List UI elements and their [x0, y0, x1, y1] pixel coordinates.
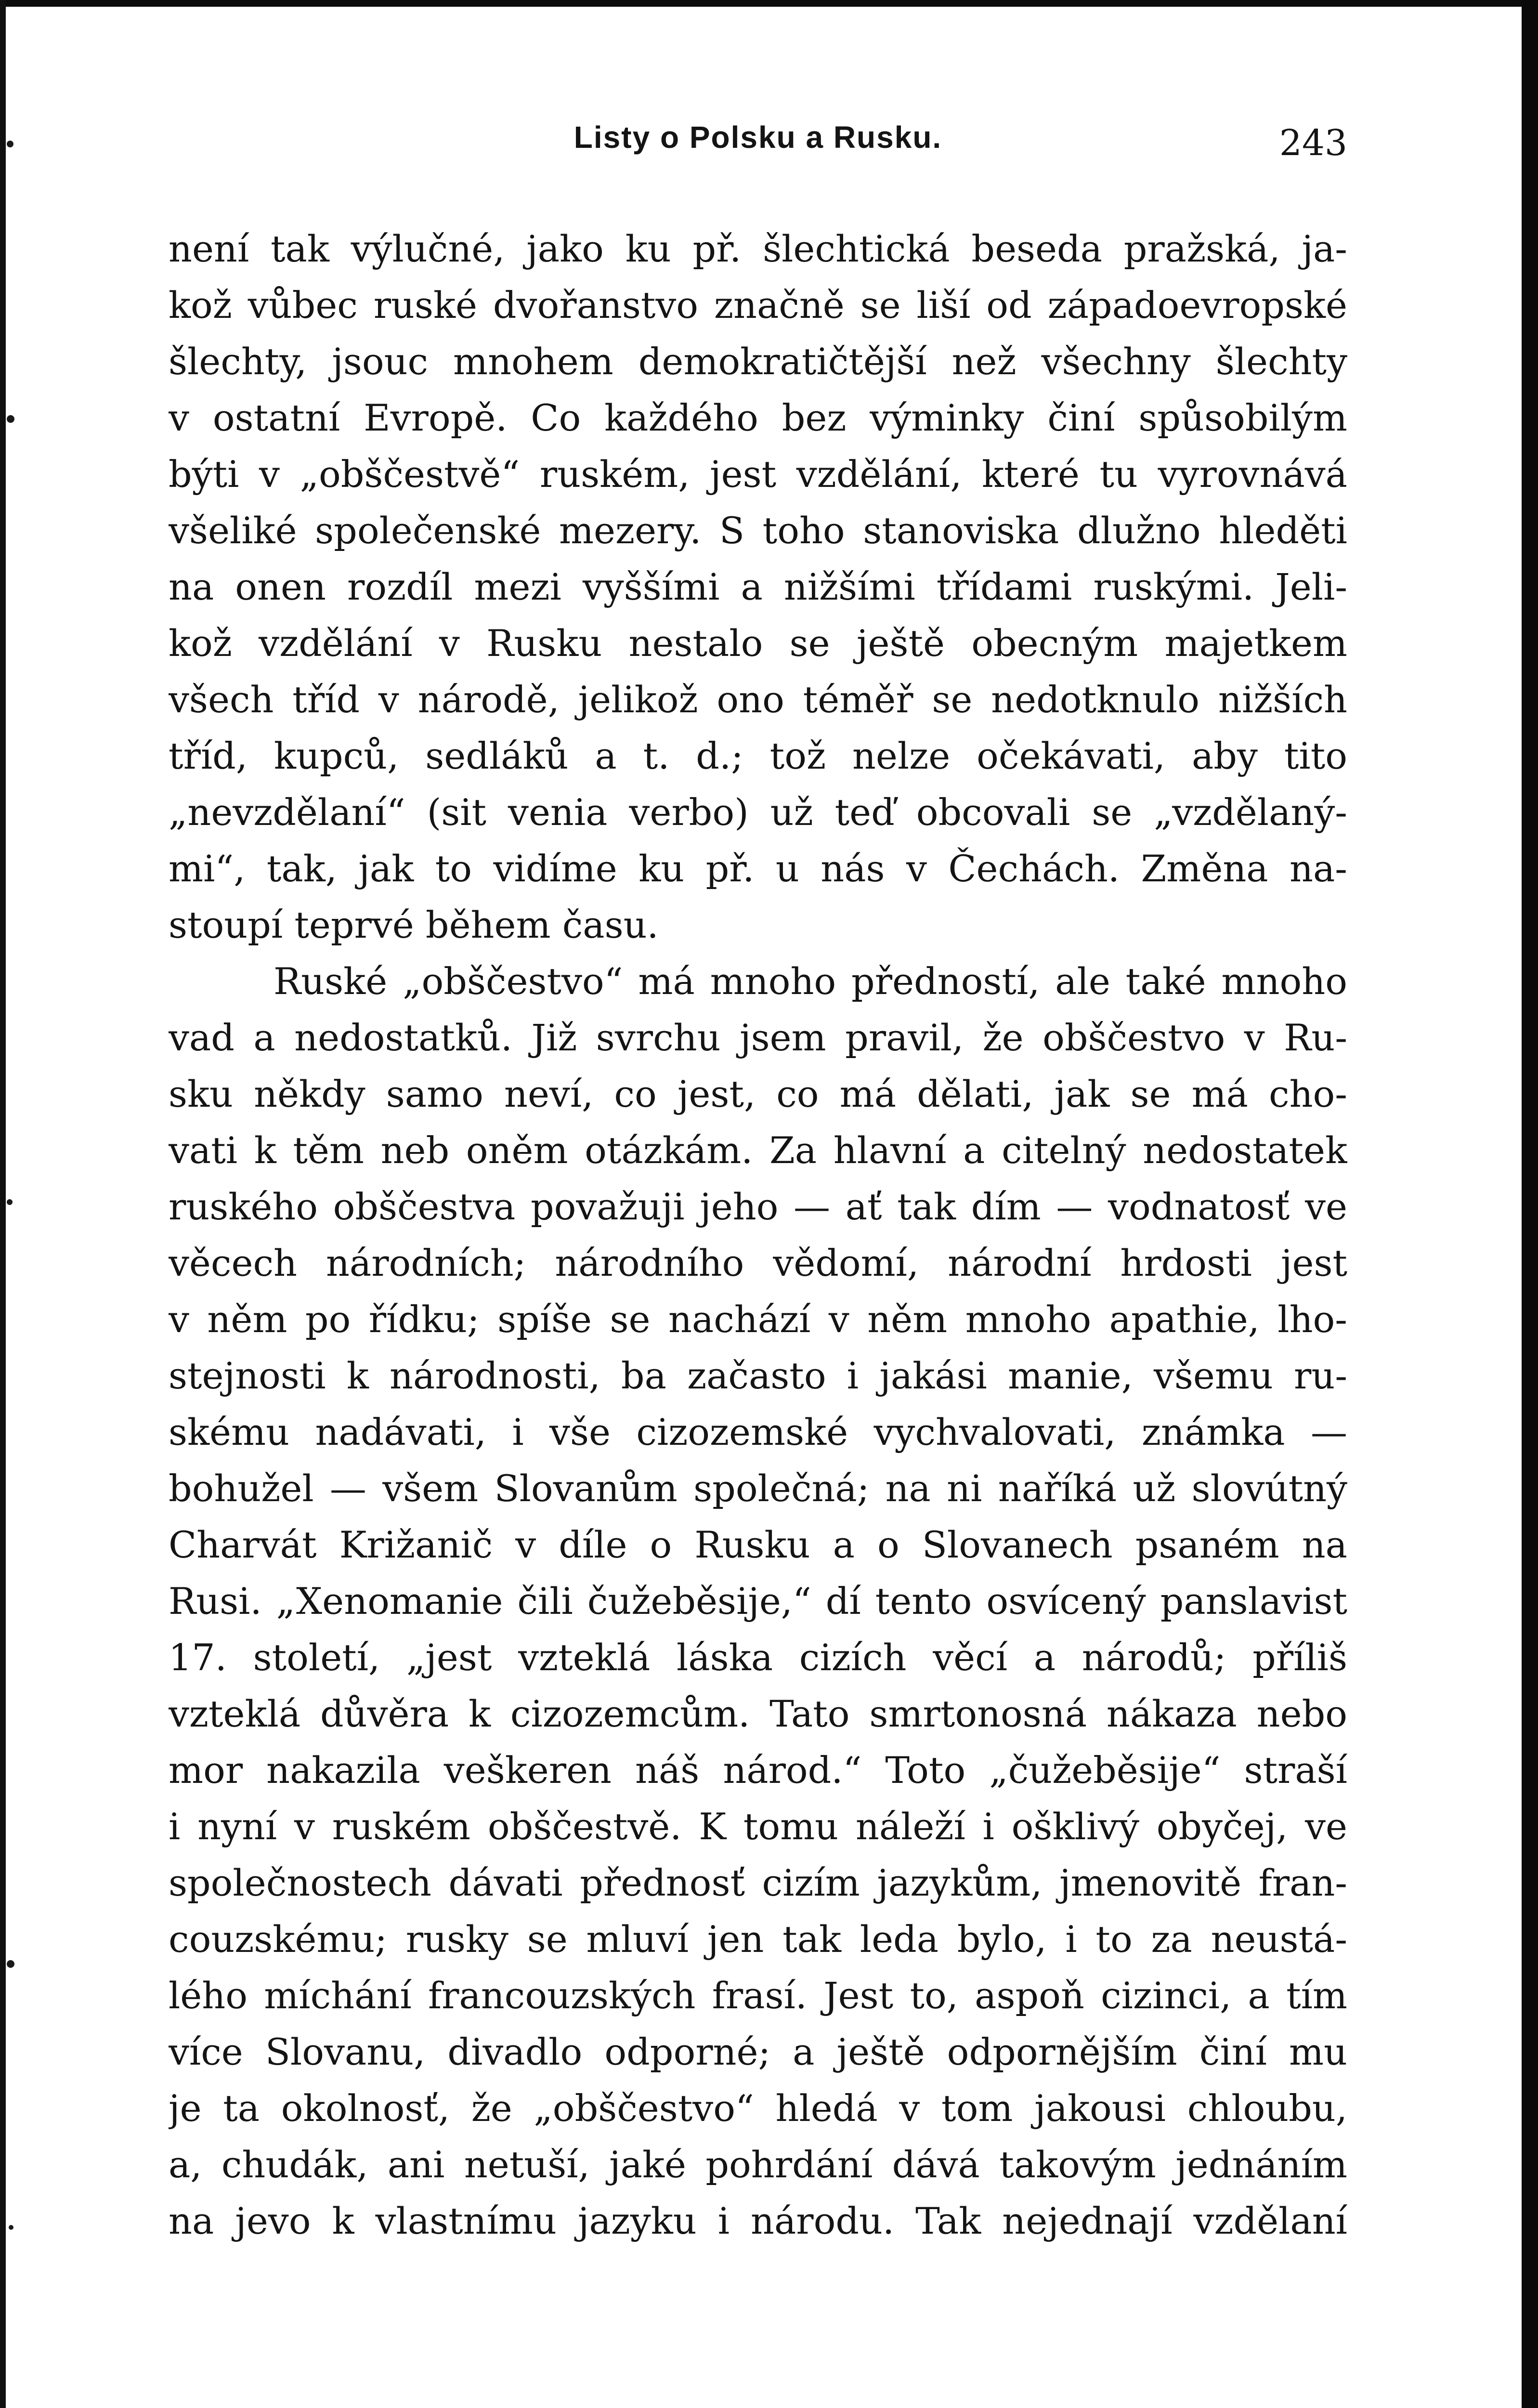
text-line: vati k těm neb oněm otázkám. Za hlavní a citelný nedostatek	[169, 1129, 1347, 1172]
text-line: mor nakazila veškeren náš národ.“ Toto „čužeběsije“ straší	[169, 1749, 1347, 1792]
paragraph-start-line: Ruské „obščestvo“ má mnoho předností, ale také mnoho	[274, 960, 1347, 1003]
gutter-dot	[7, 141, 13, 147]
page-header	[169, 119, 1347, 168]
text-line: vad a nedostatků. Již svrchu jsem pravil, že obščestvo v Ru-	[169, 1016, 1347, 1059]
text-line: kož vzdělání v Rusku nestalo se ještě obecným majetkem	[169, 622, 1347, 665]
text-line: mi“, tak, jak to vidíme ku př. u nás v Čechách. Změna na-	[169, 847, 1347, 890]
running-head: Listy o Polsku a Rusku.	[573, 120, 942, 155]
text-line: i nyní v ruském obščestvě. K tomu náleží i ošklivý obyčej, ve	[169, 1805, 1347, 1848]
page-edge-left	[0, 0, 6, 2408]
text-line: skému nadávati, i vše cizozemské vychvalovati, známka —	[169, 1411, 1347, 1453]
text-line: ruského obščestva považuji jeho — ať tak dím — vodnatosť ve	[169, 1185, 1347, 1228]
page-edge-top	[0, 0, 1538, 7]
text-line: v něm po řídku; spíše se nachází v něm mnoho apathie, lho-	[169, 1298, 1347, 1341]
gutter-dot	[7, 415, 14, 423]
page-number: 243	[1279, 122, 1347, 164]
gutter-dot	[9, 2225, 13, 2230]
text-line: stejnosti k národnosti, ba začasto i jakási manie, všemu ru-	[169, 1354, 1347, 1397]
text-line: kož vůbec ruské dvořanstvo značně se liší od západoevropské	[169, 284, 1347, 327]
text-line: a, chudák, ani netuší, jaké pohrdání dává takovým jednáním	[169, 2143, 1347, 2186]
text-line: v ostatní Evropě. Co každého bez výminky činí spůsobilým	[169, 396, 1347, 439]
text-line: couzskému; rusky se mluví jen tak leda bylo, i to za neustá-	[169, 1918, 1347, 1961]
text-line: býti v „obščestvě“ ruském, jest vzdělání, které tu vyrovnává	[169, 453, 1347, 496]
text-line: na jevo k vlastnímu jazyku i národu. Tak nejednají vzdělaní	[169, 2199, 1347, 2242]
text-line: věcech národních; národního vědomí, národní hrdosti jest	[169, 1242, 1347, 1284]
page-edge-right	[1522, 0, 1538, 2408]
text-line: na onen rozdíl mezi vyššími a nižšími třídami ruskými. Jeli-	[169, 565, 1347, 608]
text-line: šlechty, jsouc mnohem demokratičtější než všechny šlechty	[169, 340, 1347, 383]
paragraph-end-line: stoupí teprvé během času.	[169, 903, 659, 946]
text-line: není tak výlučné, jako ku př. šlechtická beseda pražská, ja-	[169, 227, 1347, 270]
text-line: tříd, kupců, sedláků a t. d.; tož nelze očekávati, aby tito	[169, 734, 1347, 777]
text-line: „nevzdělaní“ (sit venia verbo) už teď obcovali se „vzdělaný-	[169, 791, 1347, 834]
text-line: Rusi. „Xenomanie čili čužeběsije,“ dí tento osvícený panslavist	[169, 1580, 1347, 1623]
text-line: je ta okolnosť, že „obščestvo“ hledá v tom jakousi chloubu,	[169, 2087, 1347, 2130]
text-line: bohužel — všem Slovanům společná; na ni naříká už slovútný	[169, 1467, 1347, 1510]
gutter-dot	[7, 1960, 14, 1968]
text-line: Charvát Križanič v díle o Rusku a o Slovanech psaném na	[169, 1523, 1347, 1566]
text-line: všech tříd v národě, jelikož ono téměř se nedotknulo nižších	[169, 678, 1347, 721]
text-line: více Slovanu, divadlo odporné; a ještě odpornějším činí mu	[169, 2030, 1347, 2073]
text-line: společnostech dávati přednosť cizím jazykům, jmenovitě fran-	[169, 1861, 1347, 1904]
text-line: 17. století, „jest vzteklá láska cizích věcí a národů; příliš	[169, 1636, 1347, 1679]
text-line: všeliké společenské mezery. S toho stanoviska dlužno hleděti	[169, 509, 1347, 552]
text-line: vzteklá důvěra k cizozemcům. Tato smrtonosná nákaza nebo	[169, 1692, 1347, 1735]
gutter-dot	[7, 1199, 13, 1205]
text-line: sku někdy samo neví, co jest, co má dělati, jak se má cho-	[169, 1073, 1347, 1115]
text-body	[169, 221, 1347, 2249]
text-line: lého míchání francouzských frasí. Jest to, aspoň cizinci, a tím	[169, 1974, 1347, 2017]
